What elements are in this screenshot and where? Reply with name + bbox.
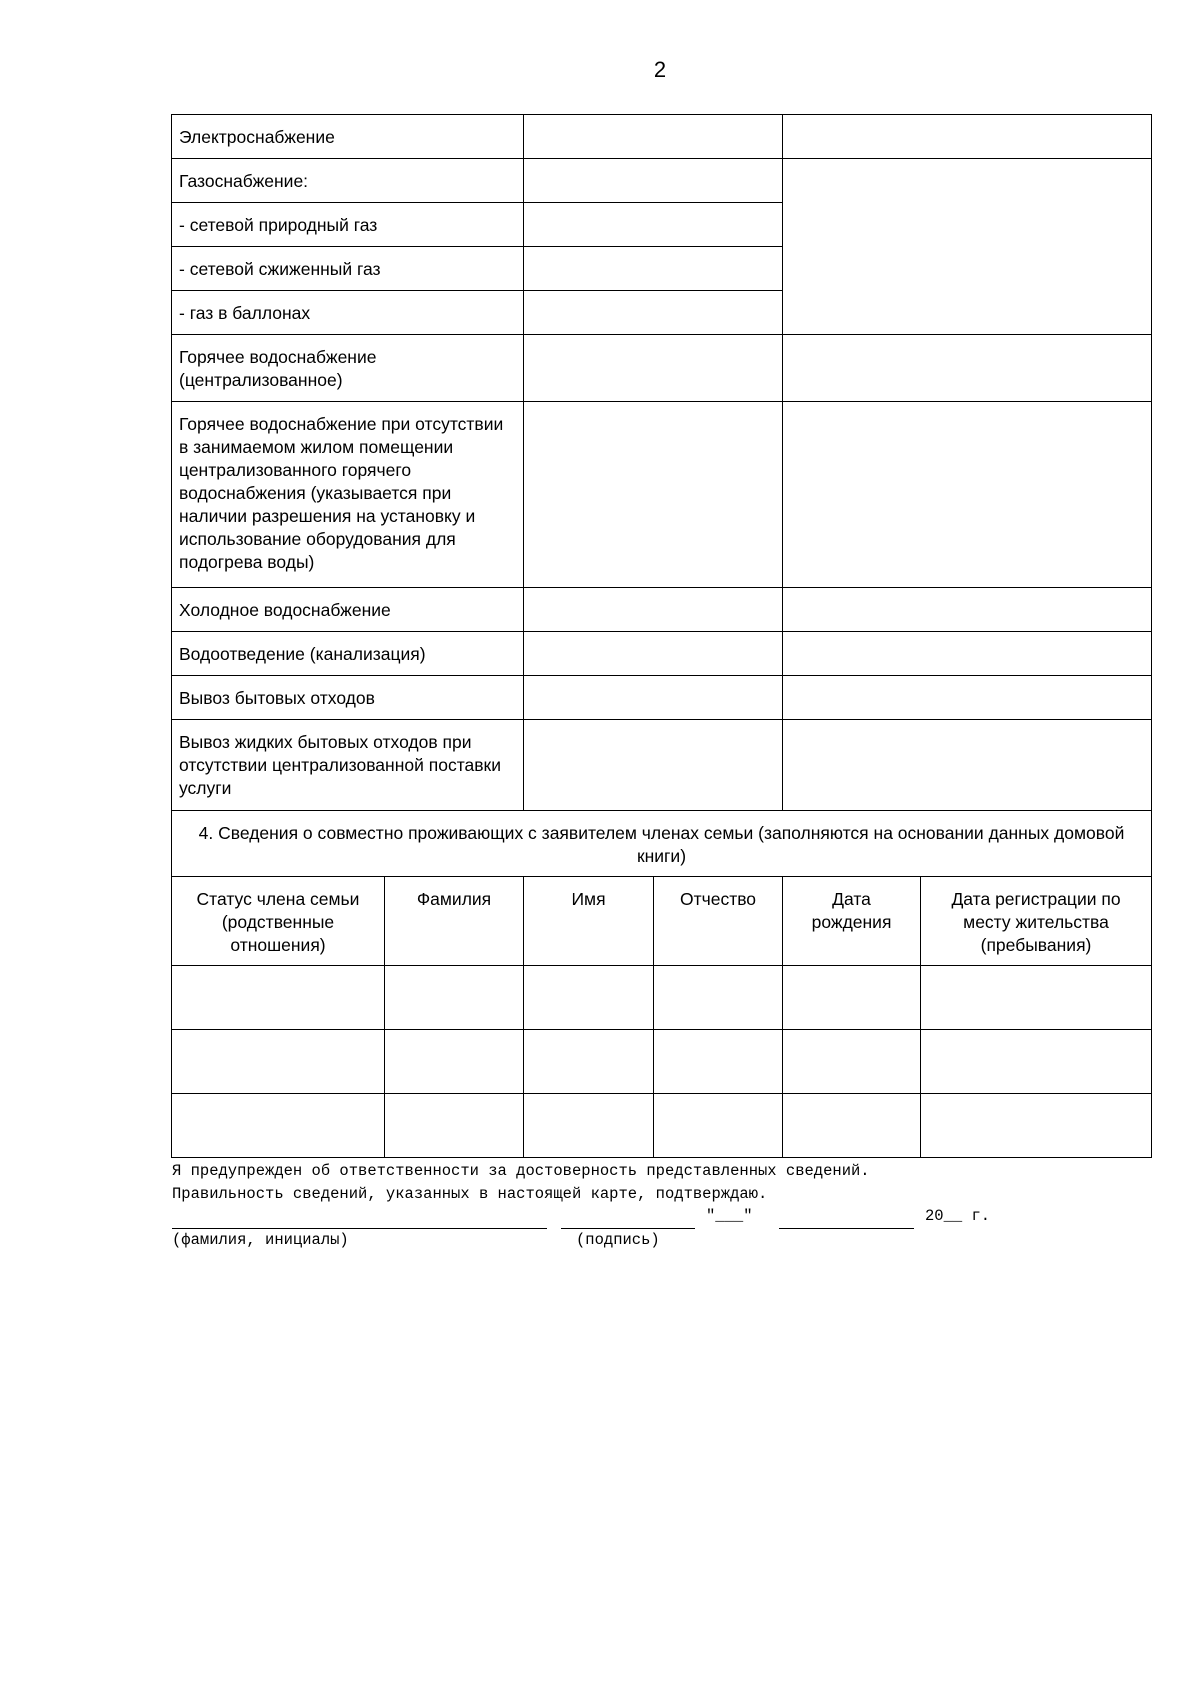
service-row-hot-water-local (172, 402, 1152, 588)
service-note-cell[interactable] (783, 588, 1152, 632)
family-cell[interactable] (524, 1030, 654, 1094)
date-year-field[interactable]: 20__ г. (925, 1207, 991, 1225)
family-member-row (172, 1030, 1152, 1094)
service-value-cell[interactable] (524, 203, 783, 247)
service-value-cell[interactable] (524, 247, 783, 291)
family-cell[interactable] (783, 1094, 921, 1158)
family-cell[interactable] (385, 966, 524, 1030)
service-label: Водоотведение (канализация) (172, 632, 524, 676)
family-cell[interactable] (172, 1030, 385, 1094)
service-row-sewerage (172, 632, 1152, 676)
service-value-cell[interactable] (524, 588, 783, 632)
service-row-gas (172, 159, 1152, 203)
signature-field-line[interactable] (561, 1228, 695, 1229)
service-value-cell[interactable] (524, 335, 783, 402)
service-label: - сетевой сжиженный газ (172, 247, 524, 291)
family-cell[interactable] (172, 1094, 385, 1158)
date-month-field-line[interactable] (779, 1228, 914, 1229)
service-row-hot-water-central (172, 335, 1152, 402)
family-cell[interactable] (385, 1030, 524, 1094)
family-section-header-row (172, 811, 1152, 877)
service-value-cell[interactable] (524, 402, 783, 588)
service-label: - сетевой природный газ (172, 203, 524, 247)
column-header-patronymic: Отчество (654, 877, 783, 966)
name-caption: (фамилия, инициалы) (172, 1231, 349, 1249)
service-label: Горячее водоснабжение при отсутствии в занимаемом жилом помещении централизованного горячего водоснабжения (указывается при наличии разрешения на установку и использование оборудования для подогрева воды) (172, 402, 524, 588)
service-note-cell[interactable] (783, 720, 1152, 811)
service-row-liquid-waste (172, 720, 1152, 811)
family-cell[interactable] (654, 966, 783, 1030)
family-cell[interactable] (172, 966, 385, 1030)
family-member-row (172, 966, 1152, 1030)
service-value-cell[interactable] (524, 115, 783, 159)
service-note-cell[interactable] (783, 676, 1152, 720)
service-label: Вывоз бытовых отходов (172, 676, 524, 720)
service-row-cold-water (172, 588, 1152, 632)
family-cell[interactable] (921, 1030, 1152, 1094)
service-note-cell[interactable] (783, 335, 1152, 402)
service-label: - газ в баллонах (172, 291, 524, 335)
service-value-cell[interactable] (524, 291, 783, 335)
service-note-cell[interactable] (783, 115, 1152, 159)
service-note-cell[interactable] (783, 632, 1152, 676)
family-member-row (172, 1094, 1152, 1158)
family-cell[interactable] (385, 1094, 524, 1158)
family-columns-row (172, 877, 1152, 966)
service-label: Электроснабжение (172, 115, 524, 159)
service-row-waste (172, 676, 1152, 720)
page-number: 2 (653, 57, 667, 82)
service-value-cell[interactable] (524, 676, 783, 720)
family-cell[interactable] (524, 1094, 654, 1158)
column-header-status: Статус члена семьи (родственные отношения) (172, 877, 385, 966)
family-section-title: 4. Сведения о совместно проживающих с заявителем членах семьи (заполняются на основании данных домовой книги) (172, 811, 1152, 877)
family-cell[interactable] (654, 1094, 783, 1158)
family-cell[interactable] (783, 1030, 921, 1094)
service-label: Газоснабжение: (172, 159, 524, 203)
utility-services-table (171, 114, 1152, 1158)
service-label: Холодное водоснабжение (172, 588, 524, 632)
declaration-text (172, 1160, 870, 1206)
service-note-cell[interactable] (783, 402, 1152, 588)
service-value-cell[interactable] (524, 632, 783, 676)
service-row-electricity (172, 115, 1152, 159)
column-header-name: Имя (524, 877, 654, 966)
family-cell[interactable] (524, 966, 654, 1030)
service-label: Вывоз жидких бытовых отходов при отсутствии централизованной поставки услуги (172, 720, 524, 811)
date-day-field[interactable]: "___" (706, 1207, 753, 1225)
service-value-cell[interactable] (524, 720, 783, 811)
service-value-cell[interactable] (524, 159, 783, 203)
name-field-line[interactable] (172, 1228, 547, 1229)
family-cell[interactable] (783, 966, 921, 1030)
declaration-line-2: Правильность сведений, указанных в настоящей карте, подтверждаю. (172, 1185, 768, 1203)
family-cell[interactable] (654, 1030, 783, 1094)
family-cell[interactable] (921, 966, 1152, 1030)
service-note-cell-gas[interactable] (783, 159, 1152, 335)
column-header-registration-date: Дата регистрации по месту жительства (пребывания) (921, 877, 1152, 966)
service-label: Горячее водоснабжение (централизованное) (172, 335, 524, 402)
signature-caption: (подпись) (576, 1231, 660, 1249)
column-header-birth-date: Дата рождения (783, 877, 921, 966)
declaration-line-1: Я предупрежден об ответственности за достоверность представленных сведений. (172, 1162, 870, 1180)
family-cell[interactable] (921, 1094, 1152, 1158)
column-header-surname: Фамилия (385, 877, 524, 966)
